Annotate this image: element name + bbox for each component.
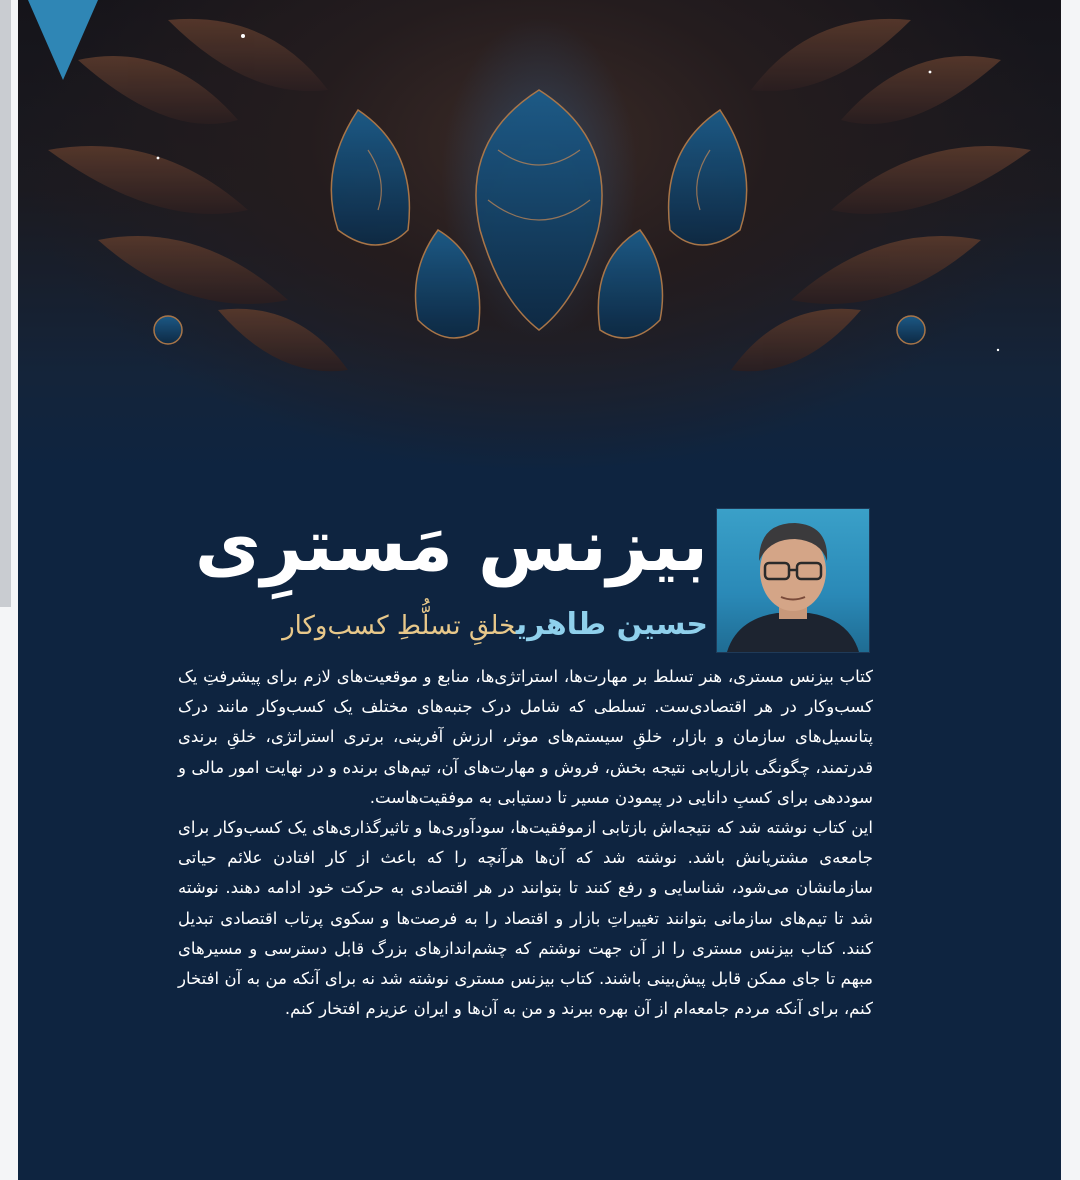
right-edge <box>1061 0 1080 1180</box>
description-paragraph-1: کتاب بیزنس مستری، هنر تسلط بر مهارت‌ها، استراتژی‌ها، منابع و موقعیت‌های لازم برای پیشرفتِ یک کسب‌وکار در هر اقتصادی‌ست. تسلطی که شامل درک جنبه‌های مختلف یک کسب‌وکار مانند درک پتانسیل‌های سازمان و بازار، خلقِ سیستم‌های موثر، ارزش آفرینی، برتری استراتژی، خلقِ برندی قدرتمند، چگونگی بازاریابی نتیجه بخش، فروش و مهارت‌های آن، تیم‌های برنده و در نهایت امور مالی و سوددهی برای کسبِ دانایی در پیمودن مسیر تا دستیابی به موفقیت‌هاست. <box>178 667 873 807</box>
book-title: بیزنس مَسترِی <box>194 503 708 587</box>
beak-shape <box>18 0 108 90</box>
book-subtitle: خلقِ تسلُّطِ کسب‌وکار <box>282 611 516 641</box>
author-portrait <box>717 509 869 652</box>
author-name: حسین طاهری <box>515 607 708 642</box>
book-cover-page <box>18 0 1061 1180</box>
author-photo <box>716 508 870 653</box>
subtitle-line <box>188 600 708 650</box>
feather-pattern <box>18 0 1061 470</box>
eagle-artwork <box>18 0 1061 470</box>
book-description <box>178 662 873 1152</box>
left-scroll-edge <box>0 0 11 607</box>
description-paragraph-2: این کتاب نوشته شد که نتیجه‌اش بازتابی ازموفقیت‌ها، سودآوری‌ها و تاثیرگذاری‌های یک کسب‌وکار برای جامعه‌ی مشتریانش باشد. نوشته شد که آن‌ها هرآنچه را که باعث از کار افتادن علائم حیاتی سازمانشان می‌شود، شناسایی و رفع کنند تا بتوانند در هر اقتصادی به حرکت خود ادامه دهند. نوشته شد تا تیم‌های سازمانی بتوانند تغییراتِ بازار و اقتصاد را به فرصت‌ها و سکوی پرتاب اقتصادی تبدیل کنند. کتاب بیزنس مستری را از آن جهت نوشتم که چشم‌اندازهای بزرگ قابل دسترسی و مسیرهای مبهم تا جای ممکن قابل پیش‌بینی باشند. کتاب بیزنس مستری نوشته شد نه برای آنکه من به آن افتخار کنم، برای آنکه مردم جامعه‌ام از آن بهره ببرند و من به آن‌ها و ایران عزیزم افتخار کنم. <box>178 818 873 1019</box>
